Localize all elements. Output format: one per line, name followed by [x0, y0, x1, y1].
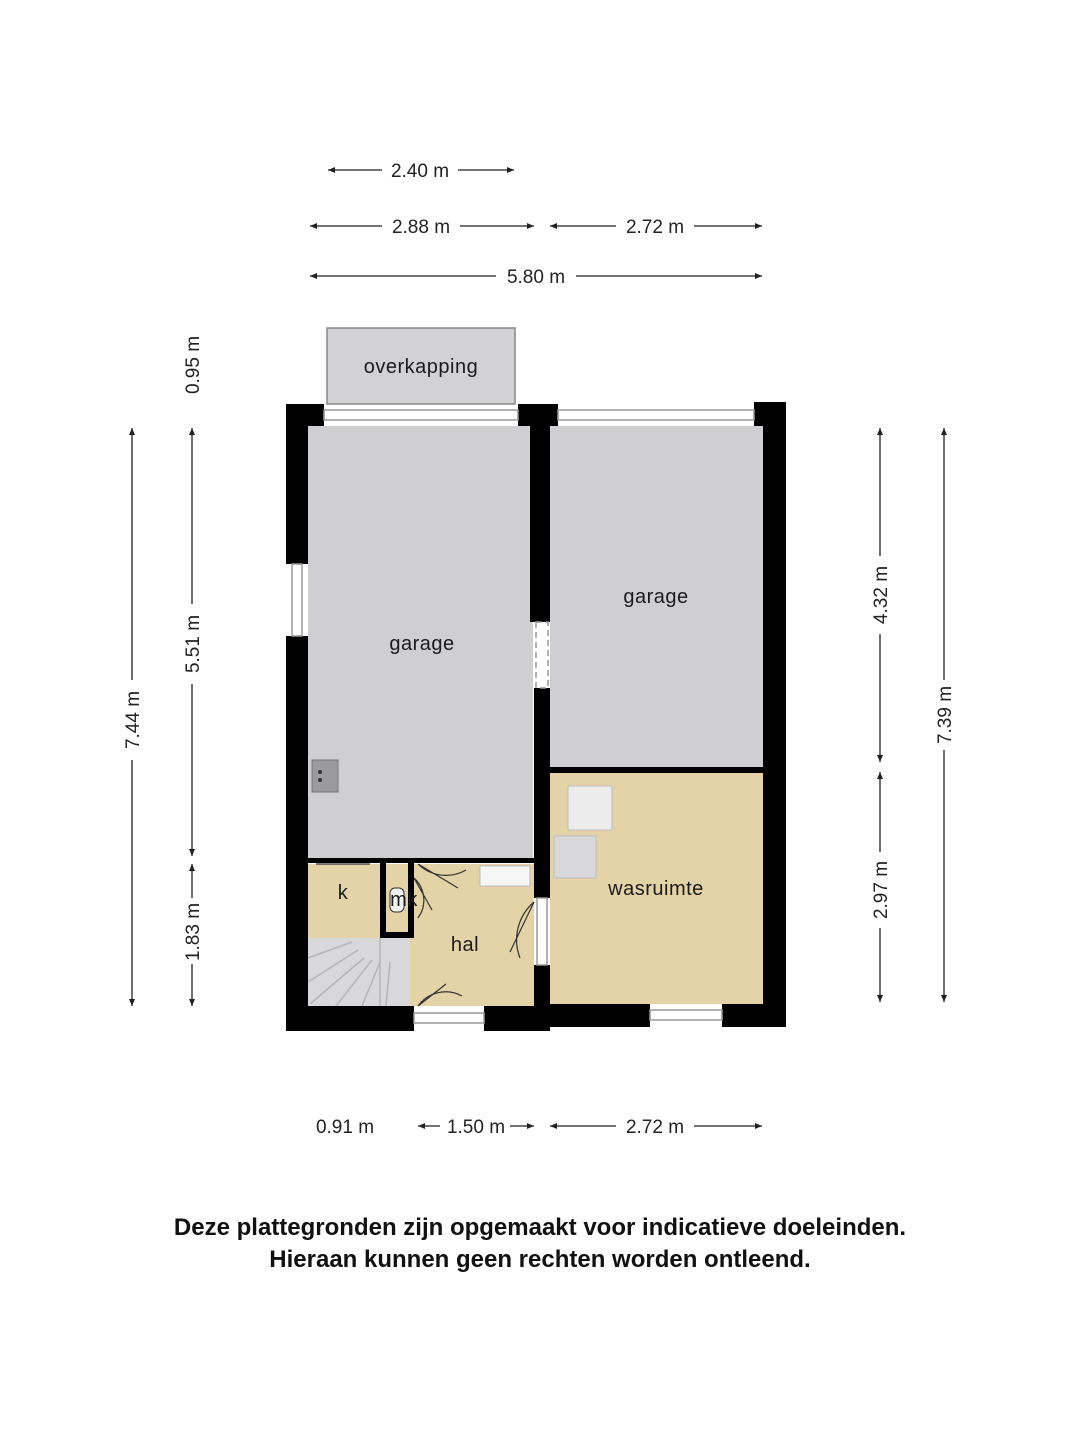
dim-top-272: 2.72 m: [625, 217, 685, 238]
dim-left-551: 5.51 m: [183, 614, 204, 674]
disclaimer: [0, 1212, 1080, 1276]
window-left: [292, 564, 302, 636]
boiler-dot-icon: [318, 778, 322, 782]
window-top-right: [558, 410, 754, 420]
window-bottom-hal: [414, 1013, 484, 1023]
dim-top-240: 2.40 m: [390, 161, 450, 182]
door-gap-central: [536, 622, 548, 688]
dim-left-095: 0.95 m: [183, 335, 204, 395]
washing-machine-icon: [568, 786, 612, 830]
room-label-garage-left: garage: [389, 633, 455, 655]
dim-bottom-150: 1.50 m: [446, 1117, 506, 1138]
room-label-garage-right: garage: [623, 586, 689, 608]
room-label-hal: hal: [450, 934, 480, 956]
dryer-icon: [554, 836, 596, 878]
dim-left-183: 1.83 m: [183, 902, 204, 962]
boiler-icon: [312, 760, 338, 792]
dim-right-739: 7.39 m: [935, 685, 956, 745]
disclaimer-line-1: Deze plattegronden zijn opgemaakt voor indicatieve doeleinden.: [173, 1214, 907, 1241]
room-label-mk: mk: [390, 889, 418, 911]
dim-bottom-091: 0.91 m: [315, 1117, 375, 1138]
dim-bottom-272: 2.72 m: [625, 1117, 685, 1138]
dim-left-744: 7.44 m: [123, 690, 144, 750]
room-label-overkapping: overkapping: [363, 356, 479, 378]
dim-top-288: 2.88 m: [391, 217, 451, 238]
dim-right-432: 4.32 m: [871, 565, 892, 625]
sink-icon: [480, 866, 530, 886]
window-top-left: [324, 410, 518, 420]
window-bottom-wasruimte: [650, 1010, 722, 1020]
dim-right-297: 2.97 m: [871, 860, 892, 920]
room-label-wasruimte: wasruimte: [608, 878, 704, 900]
dim-top-580: 5.80 m: [506, 267, 566, 288]
room-label-k: k: [337, 882, 349, 904]
door-gap-wasruimte: [537, 898, 547, 965]
disclaimer-line-2: Hieraan kunnen geen rechten worden ontleend.: [269, 1246, 811, 1273]
boiler-dot-icon: [318, 770, 322, 774]
